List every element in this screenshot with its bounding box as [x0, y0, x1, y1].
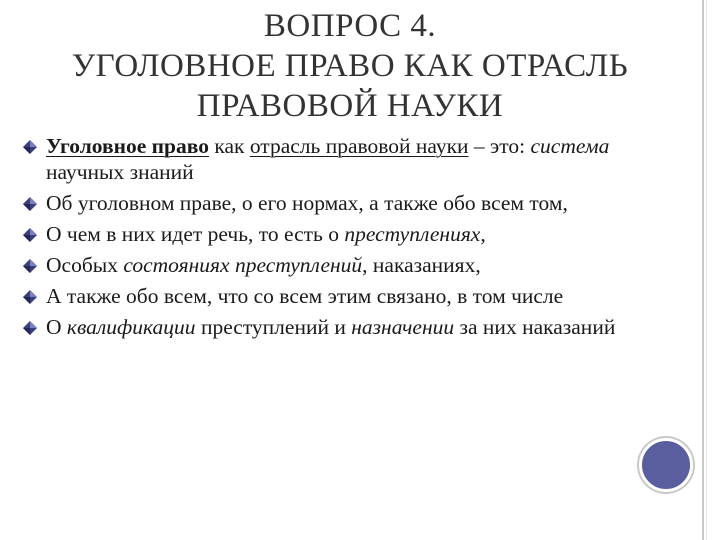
item-text: преступлений и [195, 315, 352, 339]
emphasis-text: назначении [351, 315, 455, 339]
title-line: ПРАВОВОЙ НАУКИ [196, 88, 504, 124]
decorative-circle [639, 438, 693, 492]
diamond-bullet-icon [22, 258, 38, 274]
decorative-frame-line [706, 0, 707, 540]
term-text: отрасль правовой науки [249, 134, 469, 158]
diamond-bullet-icon [22, 227, 38, 243]
item-text: Особых [46, 253, 124, 277]
diamond-bullet-icon [22, 289, 38, 305]
list-item [22, 221, 662, 247]
term-text: Уголовное право [46, 134, 209, 158]
emphasis-text: квалификации [66, 315, 196, 339]
diamond-bullet-icon [22, 196, 38, 212]
emphasis-text: состояниях преступлений [123, 253, 363, 277]
list-item [22, 314, 662, 340]
slide-title [20, 6, 680, 126]
item-text: научных знаний [46, 160, 194, 184]
item-text: А также обо всем, что со всем этим связано, в том числе [46, 284, 564, 308]
title-line: УГОЛОВНОЕ ПРАВО КАК ОТРАСЛЬ [71, 48, 629, 84]
list-item [22, 133, 662, 185]
item-text: – это: [468, 134, 531, 158]
diamond-bullet-icon [22, 320, 38, 336]
item-text: Об уголовном праве, о его нормах, а также обо всем том, [46, 191, 568, 215]
diamond-bullet-icon [22, 139, 38, 155]
title-line: ВОПРОС 4. [263, 8, 437, 44]
item-text: , [480, 222, 486, 246]
emphasis-text: система [530, 134, 610, 158]
bullet-list [22, 133, 662, 345]
list-item [22, 252, 662, 278]
decorative-frame-bar [702, 0, 704, 540]
item-text: , наказаниях, [362, 253, 481, 277]
list-item [22, 283, 662, 309]
item-text: за них наказаний [454, 315, 616, 339]
emphasis-text: преступлениях [344, 222, 481, 246]
item-text: как [208, 134, 250, 158]
item-text: О [46, 315, 67, 339]
list-item [22, 190, 662, 216]
item-text: О чем в них идет речь, то есть о [46, 222, 345, 246]
